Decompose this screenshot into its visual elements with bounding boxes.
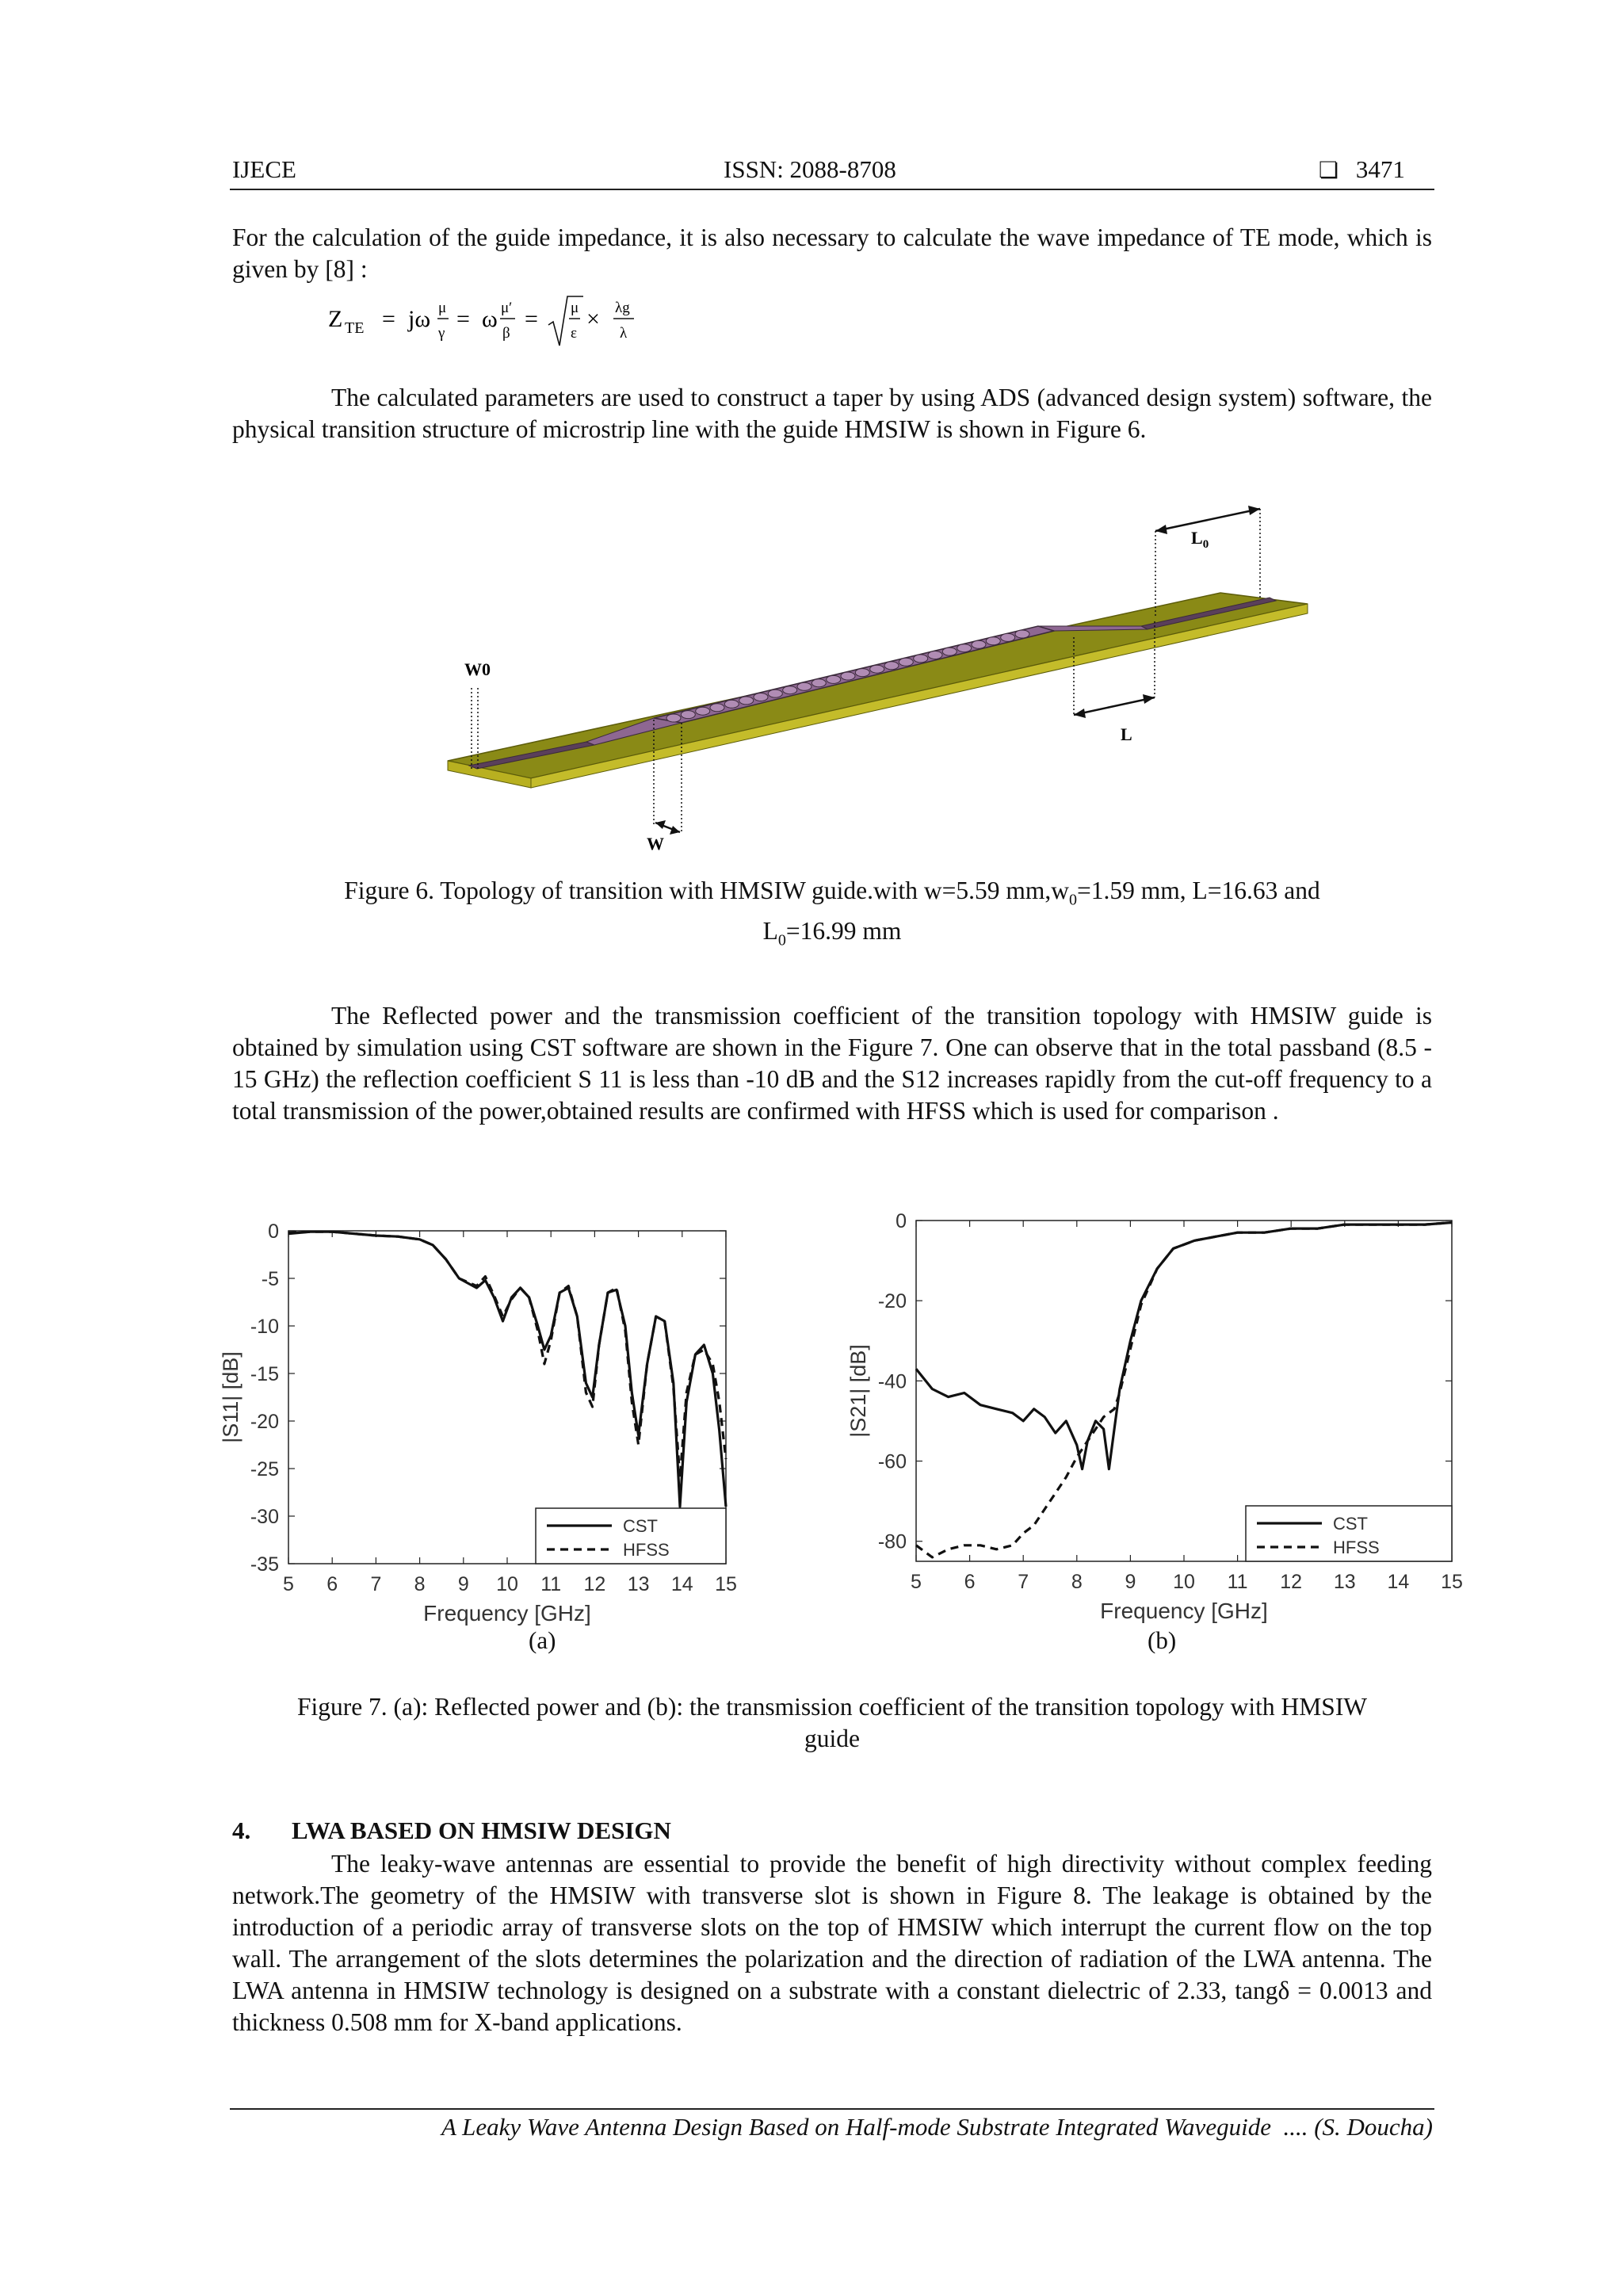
section4-title: LWA BASED ON HMSIW DESIGN (292, 1817, 671, 1844)
x-tick-label: 9 (457, 1573, 469, 1595)
label-w: W (647, 834, 664, 854)
via-hole (797, 682, 812, 690)
y-tick-label: -30 (250, 1506, 279, 1528)
y-tick-label: -20 (877, 1290, 907, 1313)
via-hole (942, 648, 957, 655)
eq-equals-1: = (382, 306, 395, 332)
via-hole (841, 672, 855, 680)
arrowhead-w-right (670, 826, 680, 835)
eq-omega: ω (482, 306, 498, 332)
y-tick-label: -25 (250, 1458, 279, 1480)
y-tick-label: -20 (250, 1411, 279, 1433)
x-tick-label: 10 (496, 1573, 518, 1595)
arrowhead-l0-left (1155, 525, 1167, 534)
arrowhead-l-right (1143, 694, 1155, 704)
section4-number: 4. (232, 1817, 251, 1844)
legend-label-hfss: HFSS (1333, 1538, 1380, 1557)
via-hole (928, 651, 942, 659)
intro-paragraph: For the calculation of the guide impedance, it is also necessary to calculate the wave impedance of TE mode, which is given by [8] : (232, 223, 1432, 283)
via-hole (681, 711, 695, 719)
figure6-caption (232, 875, 1432, 957)
ads-paragraph: The calculated parameters are used to construct a taper by using ADS (advanced design system) software, the physical transition structure of microstrip line with the guide HMSIW is shown in Figure 6. (232, 384, 1432, 443)
y-axis-label: |S21| [dB] (846, 1344, 870, 1438)
via-hole (696, 707, 710, 715)
figure7b-s21-chart (834, 1213, 1468, 1629)
x-tick-label: 7 (1018, 1571, 1029, 1593)
figure7-caption-line2: guide (804, 1725, 860, 1752)
y-axis-label: |S11| [dB] (219, 1351, 242, 1443)
eq-j-omega: jω (408, 306, 431, 332)
eq-lhs: Z (328, 306, 343, 332)
figure6-transition-topology (428, 491, 1331, 864)
label-l0: $L_0$ (1191, 528, 1209, 551)
footer-running-title: A Leaky Wave Antenna Design Based on Half-mode Substrate Integrated Waveguide .... (S. Doucha) (441, 2113, 1433, 2141)
via-hole (914, 655, 928, 663)
x-tick-label: 12 (583, 1573, 606, 1595)
via-hole (812, 679, 826, 687)
legend-label-hfss: HFSS (623, 1540, 670, 1560)
x-tick-label: 10 (1173, 1571, 1195, 1593)
page-box-icon: ❏ (1319, 157, 1339, 183)
label-l: L (1121, 724, 1132, 744)
x-tick-label: 8 (1071, 1571, 1083, 1593)
x-tick-label: 5 (283, 1573, 294, 1595)
x-tick-label: 11 (1227, 1571, 1248, 1593)
y-tick-label: -80 (877, 1530, 907, 1553)
x-tick-label: 15 (1441, 1571, 1463, 1593)
x-tick-label: 6 (327, 1573, 338, 1595)
x-tick-label: 13 (627, 1573, 650, 1595)
label-w0: W0 (464, 659, 491, 679)
section4-heading (232, 1817, 671, 1845)
x-tick-label: 11 (540, 1573, 562, 1595)
x-axis-label: Frequency [GHz] (423, 1601, 591, 1626)
x-tick-label: 14 (670, 1573, 693, 1595)
header-rule (230, 189, 1434, 190)
y-tick-label: -10 (250, 1316, 279, 1338)
eq-lambda: λ (620, 325, 628, 342)
y-tick-label: -5 (261, 1268, 279, 1290)
legend-label-cst: CST (623, 1516, 658, 1536)
legend-label-cst: CST (1333, 1514, 1368, 1534)
via-hole (1001, 633, 1015, 641)
x-tick-label: 5 (911, 1571, 922, 1593)
eq-times: × (586, 306, 600, 332)
eq-mu-1: μ (438, 300, 447, 316)
x-tick-label: 15 (715, 1573, 737, 1595)
via-hole (739, 697, 754, 705)
substrate-front (531, 604, 1308, 788)
figure7b-sublabel: (b) (1148, 1626, 1177, 1654)
arrowhead-w-left (655, 820, 666, 829)
page-number: 3471 (1355, 155, 1405, 183)
eq-lambda-g: λg (615, 300, 630, 316)
eq-equals-3: = (525, 306, 538, 332)
figure7a-s11-chart (208, 1217, 810, 1629)
eq-gamma: γ (438, 325, 445, 342)
x-axis-label: Frequency [GHz] (1100, 1599, 1268, 1623)
section4-paragraph: The leaky-wave antennas are essential to provide the benefit of high directivity without complex feeding network.The geometry of the HMSIW with transverse slot is shown in Figure 8. The leakage is obtained by the introduction of a periodic array of transverse slots on the top of HMSIW which interrupt the current flow on the top wall. The arrangement of the slots determines the polarization and the direction of radiation of the LWA antenna. The LWA antenna in HMSIW technology is designed on a substrate with a constant dielectric of 2.33, tangδ = 0.0013 and thickness 0.508 mm for X-band applications. (232, 1850, 1432, 2036)
via-hole (768, 690, 782, 697)
eq-eps: ε (571, 325, 577, 342)
y-tick-label: -35 (250, 1553, 279, 1576)
figure6-caption-line1: Figure 6. Topology of transition with HMSIW guide.with w=5.59 $mm,w_0=1.59$ mm, L=16.63 and (344, 877, 1320, 909)
figure7-caption (232, 1691, 1432, 1755)
eq-lhs-sub: TE (345, 319, 365, 337)
eq-beta: β (502, 325, 510, 342)
via-hole (783, 686, 797, 694)
via-hole (1015, 630, 1029, 638)
figure7-caption-line1: Figure 7. (a): Reflected power and (b): the transmission coefficient of the transition topology with HMSIW (296, 1693, 1368, 1721)
arrow-l0 (1155, 509, 1260, 531)
figure6-caption-line2: $L_0=16.99$ mm (762, 917, 902, 949)
y-tick-label: 0 (268, 1221, 279, 1243)
y-tick-label: -15 (250, 1363, 279, 1385)
reflected-power-paragraph: The Reflected power and the transmission coefficient of the transition topology with HMSIW guide is obtained by simulation using CST software are shown in the Figure 7. One can observe that in the total passband (8.5 - 15 GHz) the reflection coefficient S 11 is less than -10 dB and the S12 increases rapidly from the cut-off frequency to a total transmission of the power,obtained results are confirmed with HFSS which is used for comparison . (232, 1002, 1432, 1125)
x-tick-label: 6 (964, 1571, 976, 1593)
via-hole (870, 665, 884, 673)
x-tick-label: 8 (414, 1573, 426, 1595)
te-impedance-equation (325, 290, 658, 353)
y-tick-label: 0 (896, 1213, 907, 1232)
via-hole (884, 662, 899, 670)
arrowhead-l-left (1074, 709, 1086, 718)
via-hole (754, 693, 768, 701)
eq-equals-2: = (456, 306, 470, 332)
footer-rule (230, 2108, 1434, 2110)
via-hole (827, 675, 841, 683)
y-tick-label: -40 (877, 1370, 907, 1393)
via-hole (957, 644, 972, 652)
x-tick-label: 13 (1333, 1571, 1356, 1593)
x-tick-label: 14 (1387, 1571, 1410, 1593)
via-hole (724, 700, 739, 708)
page-number-group (1319, 155, 1405, 184)
eq-mu-prime: μ′ (501, 300, 513, 316)
x-tick-label: 7 (370, 1573, 382, 1595)
x-tick-label: 12 (1280, 1571, 1303, 1593)
via-hole (972, 640, 986, 648)
arrowhead-l0-right (1248, 506, 1260, 515)
via-hole (986, 637, 1000, 645)
via-hole (855, 669, 869, 677)
eq-mu-2: μ (571, 300, 579, 316)
via-hole (710, 704, 724, 712)
figure7a-sublabel: (a) (529, 1626, 556, 1654)
y-tick-label: -60 (877, 1450, 907, 1473)
issn: ISSN: 2088-8708 (724, 155, 896, 183)
via-hole (666, 714, 681, 722)
arrow-l (1074, 697, 1155, 715)
journal-name: IJECE (232, 155, 296, 183)
x-tick-label: 9 (1125, 1571, 1136, 1593)
via-hole (899, 658, 913, 666)
